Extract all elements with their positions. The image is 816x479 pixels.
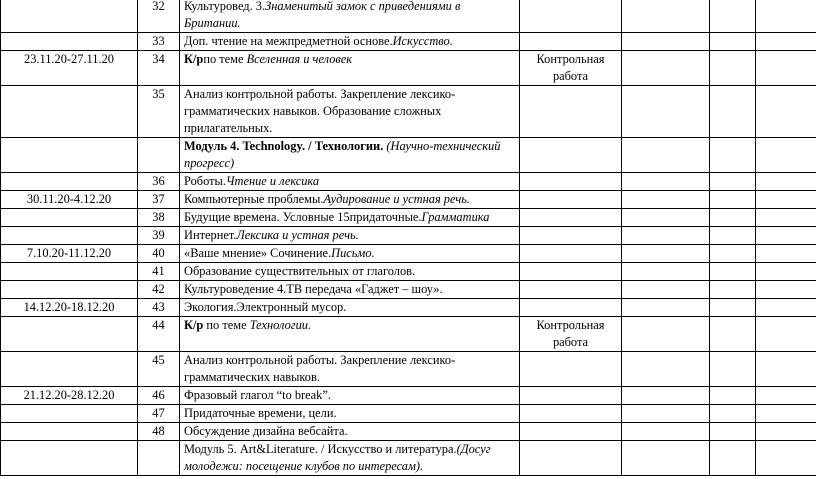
lesson-number-cell: 41	[138, 263, 180, 281]
table-row	[1, 245, 816, 263]
table-row	[1, 423, 816, 441]
table-row	[1, 173, 816, 191]
empty-cell	[756, 209, 816, 227]
empty-cell	[622, 209, 710, 227]
topic-cell	[180, 281, 520, 299]
table-row	[1, 281, 816, 299]
topic-text: Культуровед. 3.	[184, 0, 266, 13]
control-cell	[520, 173, 622, 191]
control-cell	[520, 387, 622, 405]
topic-cell	[180, 352, 520, 387]
control-cell	[520, 423, 622, 441]
empty-cell	[710, 86, 756, 138]
topic-text: Будущие времена. Условные 15придаточные.	[184, 210, 422, 224]
empty-cell	[710, 0, 756, 33]
date-cell	[1, 263, 138, 281]
topic-italic-text: Вселенная и человек	[246, 52, 353, 66]
topic-cell	[180, 227, 520, 245]
control-cell	[520, 245, 622, 263]
schedule-body	[1, 0, 816, 476]
topic-bold-text: Модуль 4. Technology. / Технологии.	[184, 139, 384, 153]
lesson-number-cell: 44	[138, 317, 180, 352]
topic-cell	[180, 209, 520, 227]
control-cell	[520, 441, 622, 476]
date-cell: 30.11.20-4.12.20	[1, 191, 138, 209]
empty-cell	[622, 263, 710, 281]
topic-italic-text: Искусство.	[392, 34, 453, 48]
control-cell	[520, 33, 622, 51]
topic-cell	[180, 33, 520, 51]
topic-cell	[180, 0, 520, 33]
control-cell	[520, 138, 622, 173]
empty-cell	[622, 245, 710, 263]
empty-cell	[756, 405, 816, 423]
empty-cell	[710, 227, 756, 245]
empty-cell	[756, 191, 816, 209]
control-cell: Контрольная работа	[520, 51, 622, 86]
topic-text: Экология.Электронный мусор.	[184, 300, 347, 314]
topic-text: Образование существительных от глаголов.	[184, 264, 416, 278]
empty-cell	[756, 423, 816, 441]
empty-cell	[756, 245, 816, 263]
topic-italic-text: (Досуг молодежи: посещение клубов по интересам).	[184, 442, 491, 473]
control-cell: Контрольная работа	[520, 317, 622, 352]
empty-cell	[756, 387, 816, 405]
topic-text: Доп. чтение на межпредметной основе.	[184, 34, 393, 48]
empty-cell	[710, 299, 756, 317]
table-row	[1, 86, 816, 138]
topic-italic-text: (Научно-технический прогресс)	[184, 139, 501, 170]
topic-cell	[180, 86, 520, 138]
lesson-number-cell: 40	[138, 245, 180, 263]
lesson-number-cell: 46	[138, 387, 180, 405]
topic-text: «Ваше мнение» Сочинение.	[184, 246, 332, 260]
empty-cell	[710, 138, 756, 173]
topic-cell	[180, 405, 520, 423]
date-cell: 23.11.20-27.11.20	[1, 51, 138, 86]
empty-cell	[710, 33, 756, 51]
empty-cell	[756, 33, 816, 51]
topic-italic-text: Чтение и лексика	[225, 174, 320, 188]
topic-text: Анализ контрольной работы. Закрепление лексико-грамматических навыков. Образование сложных прилагательных.	[184, 87, 456, 135]
empty-cell	[622, 423, 710, 441]
empty-cell	[710, 263, 756, 281]
empty-cell	[622, 33, 710, 51]
control-cell	[520, 191, 622, 209]
lesson-number-cell: 48	[138, 423, 180, 441]
table-row	[1, 191, 816, 209]
topic-cell	[180, 423, 520, 441]
topic-cell	[180, 191, 520, 209]
topic-text: Анализ контрольной работы. Закрепление лексико-грамматических навыков.	[184, 353, 456, 384]
topic-cell	[180, 387, 520, 405]
table-row	[1, 209, 816, 227]
table-row	[1, 317, 816, 352]
date-cell	[1, 423, 138, 441]
control-cell	[520, 209, 622, 227]
empty-cell	[756, 138, 816, 173]
date-cell	[1, 33, 138, 51]
empty-cell	[622, 387, 710, 405]
empty-cell	[622, 281, 710, 299]
control-cell	[520, 299, 622, 317]
empty-cell	[710, 387, 756, 405]
topic-bold-text: К/р	[184, 52, 204, 66]
empty-cell	[622, 86, 710, 138]
empty-cell	[710, 441, 756, 476]
table-row	[1, 299, 816, 317]
empty-cell	[756, 263, 816, 281]
empty-cell	[622, 317, 710, 352]
control-cell	[520, 263, 622, 281]
date-cell	[1, 86, 138, 138]
empty-cell	[756, 299, 816, 317]
topic-cell	[180, 173, 520, 191]
date-cell	[1, 352, 138, 387]
empty-cell	[756, 0, 816, 33]
topic-italic-text: Аудирование и устная речь.	[323, 192, 470, 206]
control-cell	[520, 227, 622, 245]
topic-cell	[180, 138, 520, 173]
empty-cell	[622, 191, 710, 209]
topic-text: по теме	[203, 52, 247, 66]
empty-cell	[622, 227, 710, 245]
empty-cell	[756, 173, 816, 191]
topic-italic-text: Знаменитый замок с приведениями в Британии.	[184, 0, 461, 30]
table-row	[1, 227, 816, 245]
empty-cell	[756, 86, 816, 138]
topic-text: Компьютерные проблемы.	[184, 192, 324, 206]
topic-cell	[180, 441, 520, 476]
date-cell	[1, 441, 138, 476]
control-cell	[520, 352, 622, 387]
empty-cell	[622, 138, 710, 173]
topic-text: Роботы.	[184, 174, 226, 188]
control-cell	[520, 281, 622, 299]
empty-cell	[622, 405, 710, 423]
topic-cell	[180, 51, 520, 86]
empty-cell	[710, 209, 756, 227]
control-cell	[520, 0, 622, 33]
table-row	[1, 51, 816, 86]
topic-cell	[180, 317, 520, 352]
topic-cell	[180, 245, 520, 263]
empty-cell	[710, 281, 756, 299]
topic-text: Фразовый глагол “to break”.	[184, 388, 331, 402]
lesson-number-cell: 37	[138, 191, 180, 209]
topic-cell	[180, 263, 520, 281]
topic-text: по теме	[203, 318, 250, 332]
topic-italic-text: Грамматика	[421, 210, 490, 224]
topic-text: Обсуждение дизайна вебсайта.	[184, 424, 348, 438]
date-cell: 7.10.20-11.12.20	[1, 245, 138, 263]
lesson-number-cell: 42	[138, 281, 180, 299]
empty-cell	[710, 245, 756, 263]
table-row	[1, 263, 816, 281]
lesson-number-cell: 33	[138, 33, 180, 51]
lesson-number-cell: 36	[138, 173, 180, 191]
empty-cell	[710, 191, 756, 209]
topic-text: Придаточные времени, цели.	[184, 406, 337, 420]
lesson-number-cell: 39	[138, 227, 180, 245]
topic-bold-text: К/р	[184, 318, 204, 332]
date-cell: 14.12.20-18.12.20	[1, 299, 138, 317]
control-cell	[520, 86, 622, 138]
lesson-number-cell: 34	[138, 51, 180, 86]
table-row	[1, 387, 816, 405]
table-row	[1, 0, 816, 33]
empty-cell	[710, 173, 756, 191]
empty-cell	[622, 352, 710, 387]
empty-cell	[710, 317, 756, 352]
date-cell	[1, 138, 138, 173]
control-cell	[520, 405, 622, 423]
empty-cell	[622, 299, 710, 317]
topic-italic-text: Лексика и устная речь.	[236, 228, 359, 242]
table-row	[1, 138, 816, 173]
lesson-number-cell: 32	[138, 0, 180, 33]
lesson-number-cell: 45	[138, 352, 180, 387]
date-cell	[1, 281, 138, 299]
lesson-number-cell	[138, 441, 180, 476]
empty-cell	[622, 51, 710, 86]
topic-text: Интернет.	[184, 228, 237, 242]
date-cell	[1, 317, 138, 352]
empty-cell	[622, 441, 710, 476]
table-row	[1, 352, 816, 387]
date-cell	[1, 173, 138, 191]
date-cell	[1, 209, 138, 227]
lesson-number-cell	[138, 138, 180, 173]
topic-italic-text: Технологии.	[249, 318, 312, 332]
table-row	[1, 33, 816, 51]
topic-cell	[180, 299, 520, 317]
topic-text: Модуль 5. Art&Literature. / Искусство и литература.	[184, 442, 457, 456]
lesson-number-cell: 38	[138, 209, 180, 227]
table-row	[1, 441, 816, 476]
empty-cell	[710, 405, 756, 423]
date-cell: 21.12.20-28.12.20	[1, 387, 138, 405]
empty-cell	[756, 281, 816, 299]
lesson-number-cell: 47	[138, 405, 180, 423]
empty-cell	[622, 0, 710, 33]
topic-text: Культуроведение 4.ТВ передача «Гаджет – шоу».	[184, 282, 443, 296]
empty-cell	[756, 51, 816, 86]
empty-cell	[622, 173, 710, 191]
date-cell	[1, 405, 138, 423]
table-row	[1, 405, 816, 423]
date-cell	[1, 227, 138, 245]
empty-cell	[710, 352, 756, 387]
lesson-number-cell: 35	[138, 86, 180, 138]
date-cell	[1, 0, 138, 33]
empty-cell	[756, 441, 816, 476]
topic-italic-text: Письмо.	[331, 246, 375, 260]
empty-cell	[710, 51, 756, 86]
empty-cell	[756, 227, 816, 245]
lesson-number-cell: 43	[138, 299, 180, 317]
empty-cell	[710, 423, 756, 441]
empty-cell	[756, 317, 816, 352]
empty-cell	[756, 352, 816, 387]
